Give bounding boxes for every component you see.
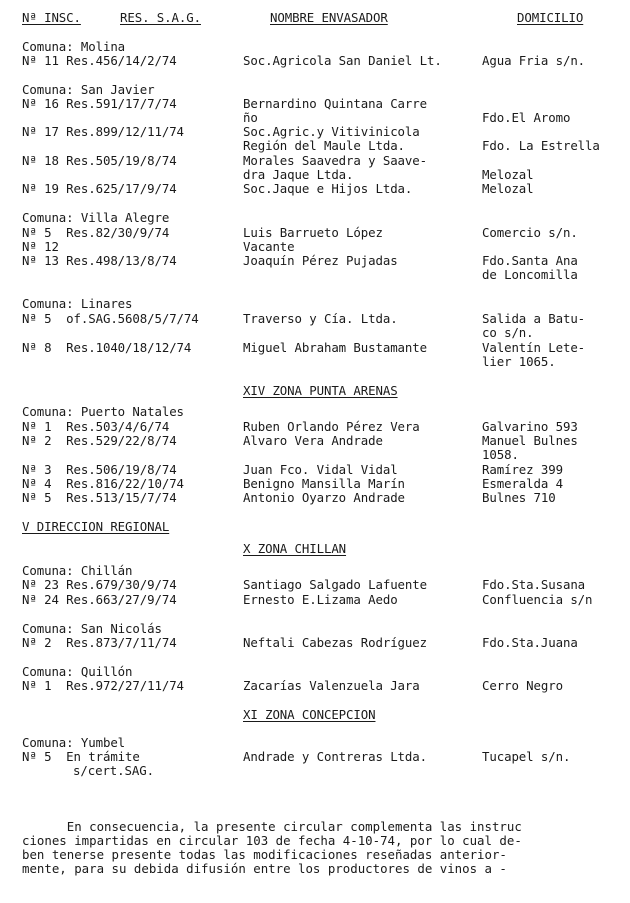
entry-domicilio: Melozal <box>482 181 534 196</box>
entry-insc-res: s/cert.SAG. <box>73 763 154 778</box>
entry-nombre: Miguel Abraham Bustamante <box>243 340 427 355</box>
entry-insc-res: Nª 2 Res.529/22/8/74 <box>22 433 177 448</box>
entry-insc-res: Nª 5 of.SAG.5608/5/7/74 <box>22 311 199 326</box>
comuna-heading: Comuna: Chillán <box>22 563 133 578</box>
entry-nombre: Vacante <box>243 239 295 254</box>
entry-domicilio: Esmeralda 4 <box>482 476 563 491</box>
entry-nombre: Región del Maule Ltda. <box>243 138 405 153</box>
entry-domicilio: lier 1065. <box>482 354 556 369</box>
entry-domicilio: de Loncomilla <box>482 267 578 282</box>
entry-insc-res: Nª 16 Res.591/17/7/74 <box>22 96 177 111</box>
entry-nombre: Alvaro Vera Andrade <box>243 433 383 448</box>
entry-insc-res: Nª 24 Res.663/27/9/74 <box>22 592 177 607</box>
entry-domicilio: Agua Fria s/n. <box>482 53 586 68</box>
entry-insc-res: Nª 18 Res.505/19/8/74 <box>22 153 177 168</box>
entry-domicilio: 1058. <box>482 447 519 462</box>
entry-insc-res: Nª 13 Res.498/13/8/74 <box>22 253 177 268</box>
comuna-heading: Comuna: Villa Alegre <box>22 210 170 225</box>
entry-nombre: Soc.Agricola San Daniel Lt. <box>243 53 442 68</box>
zone-heading: X ZONA CHILLAN <box>243 541 347 556</box>
comuna-heading: Comuna: Yumbel <box>22 735 126 750</box>
entry-nombre: Ernesto E.Lizama Aedo <box>243 592 398 607</box>
entry-domicilio: Cerro Negro <box>482 678 563 693</box>
comuna-heading: Comuna: San Nicolás <box>22 621 162 636</box>
zone-heading: XI ZONA CONCEPCION <box>243 707 376 722</box>
entry-domicilio: Melozal <box>482 167 534 182</box>
entry-insc-res: Nª 4 Res.816/22/10/74 <box>22 476 184 491</box>
entry-nombre: Soc.Jaque e Hijos Ltda. <box>243 181 413 196</box>
header-insc: Nª INSC. <box>22 10 81 25</box>
entry-insc-res: Nª 12 <box>22 239 59 254</box>
entry-domicilio: Confluencia s/n <box>482 592 593 607</box>
closing-paragraph: En consecuencia, la presente circular complementa las instruc ciones impartidas en circular 103 de fecha 4-10-74, por lo cual de- ben tenerse presente todas las modificaciones reseñadas anterior- mente, para su debida difusión entre los productores de vinos a - <box>22 819 522 876</box>
entry-insc-res: Nª 1 Res.972/27/11/74 <box>22 678 184 693</box>
entry-domicilio: Galvarino 593 <box>482 419 578 434</box>
entry-nombre: Juan Fco. Vidal Vidal <box>243 462 398 477</box>
entry-insc-res: Nª 19 Res.625/17/9/74 <box>22 181 177 196</box>
entry-nombre: Soc.Agric.y Vitivinicola <box>243 124 420 139</box>
entry-nombre: Benigno Mansilla Marín <box>243 476 405 491</box>
entry-domicilio: Ramírez 399 <box>482 462 563 477</box>
entry-insc-res: Nª 11 Res.456/14/2/74 <box>22 53 177 68</box>
entry-nombre: Joaquín Pérez Pujadas <box>243 253 398 268</box>
entry-nombre: Luis Barrueto López <box>243 225 383 240</box>
entry-insc-res: Nª 23 Res.679/30/9/74 <box>22 577 177 592</box>
entry-insc-res: Nª 1 Res.503/4/6/74 <box>22 419 170 434</box>
entry-domicilio: Fdo.Sta.Susana <box>482 577 586 592</box>
entry-nombre: ño <box>243 110 258 125</box>
comuna-heading: Comuna: Quillón <box>22 664 133 679</box>
header-res-sag: RES. S.A.G. <box>120 10 201 25</box>
entry-nombre: Morales Saavedra y Saave- <box>243 153 427 168</box>
entry-insc-res: Nª 2 Res.873/7/11/74 <box>22 635 177 650</box>
entry-insc-res: Nª 17 Res.899/12/11/74 <box>22 124 184 139</box>
entry-domicilio: Valentín Lete- <box>482 340 586 355</box>
comuna-heading: Comuna: Molina <box>22 39 126 54</box>
header-domicilio: DOMICILIO <box>517 10 584 25</box>
comuna-heading: Comuna: San Javier <box>22 82 155 97</box>
entry-nombre: Ruben Orlando Pérez Vera <box>243 419 420 434</box>
entry-domicilio: Fdo. La Estrella <box>482 138 600 153</box>
entry-insc-res: Nª 5 Res.513/15/7/74 <box>22 490 177 505</box>
entry-insc-res: Nª 5 En trámite <box>22 749 140 764</box>
entry-domicilio: Fdo.Santa Ana <box>482 253 578 268</box>
entry-nombre: Santiago Salgado Lafuente <box>243 577 427 592</box>
entry-domicilio: co s/n. <box>482 325 534 340</box>
entry-domicilio: Fdo.El Aromo <box>482 110 571 125</box>
entry-nombre: Neftali Cabezas Rodríguez <box>243 635 427 650</box>
entry-nombre: Andrade y Contreras Ltda. <box>243 749 427 764</box>
entry-domicilio: Tucapel s/n. <box>482 749 571 764</box>
comuna-heading: Comuna: Linares <box>22 296 133 311</box>
entry-domicilio: Salida a Batu- <box>482 311 586 326</box>
entry-nombre: Zacarías Valenzuela Jara <box>243 678 420 693</box>
entry-insc-res: Nª 3 Res.506/19/8/74 <box>22 462 177 477</box>
section-heading: V DIRECCION REGIONAL <box>22 519 170 534</box>
entry-domicilio: Manuel Bulnes <box>482 433 578 448</box>
entry-domicilio: Bulnes 710 <box>482 490 556 505</box>
header-nombre-envasador: NOMBRE ENVASADOR <box>270 10 388 25</box>
zone-heading: XIV ZONA PUNTA ARENAS <box>243 383 398 398</box>
entry-nombre: Traverso y Cía. Ltda. <box>243 311 398 326</box>
entry-domicilio: Comercio s/n. <box>482 225 578 240</box>
entry-insc-res: Nª 5 Res.82/30/9/74 <box>22 225 170 240</box>
entry-nombre: Antonio Oyarzo Andrade <box>243 490 405 505</box>
entry-insc-res: Nª 8 Res.1040/18/12/74 <box>22 340 192 355</box>
entry-domicilio: Fdo.Sta.Juana <box>482 635 578 650</box>
comuna-heading: Comuna: Puerto Natales <box>22 404 184 419</box>
entry-nombre: Bernardino Quintana Carre <box>243 96 427 111</box>
entry-nombre: dra Jaque Ltda. <box>243 167 354 182</box>
